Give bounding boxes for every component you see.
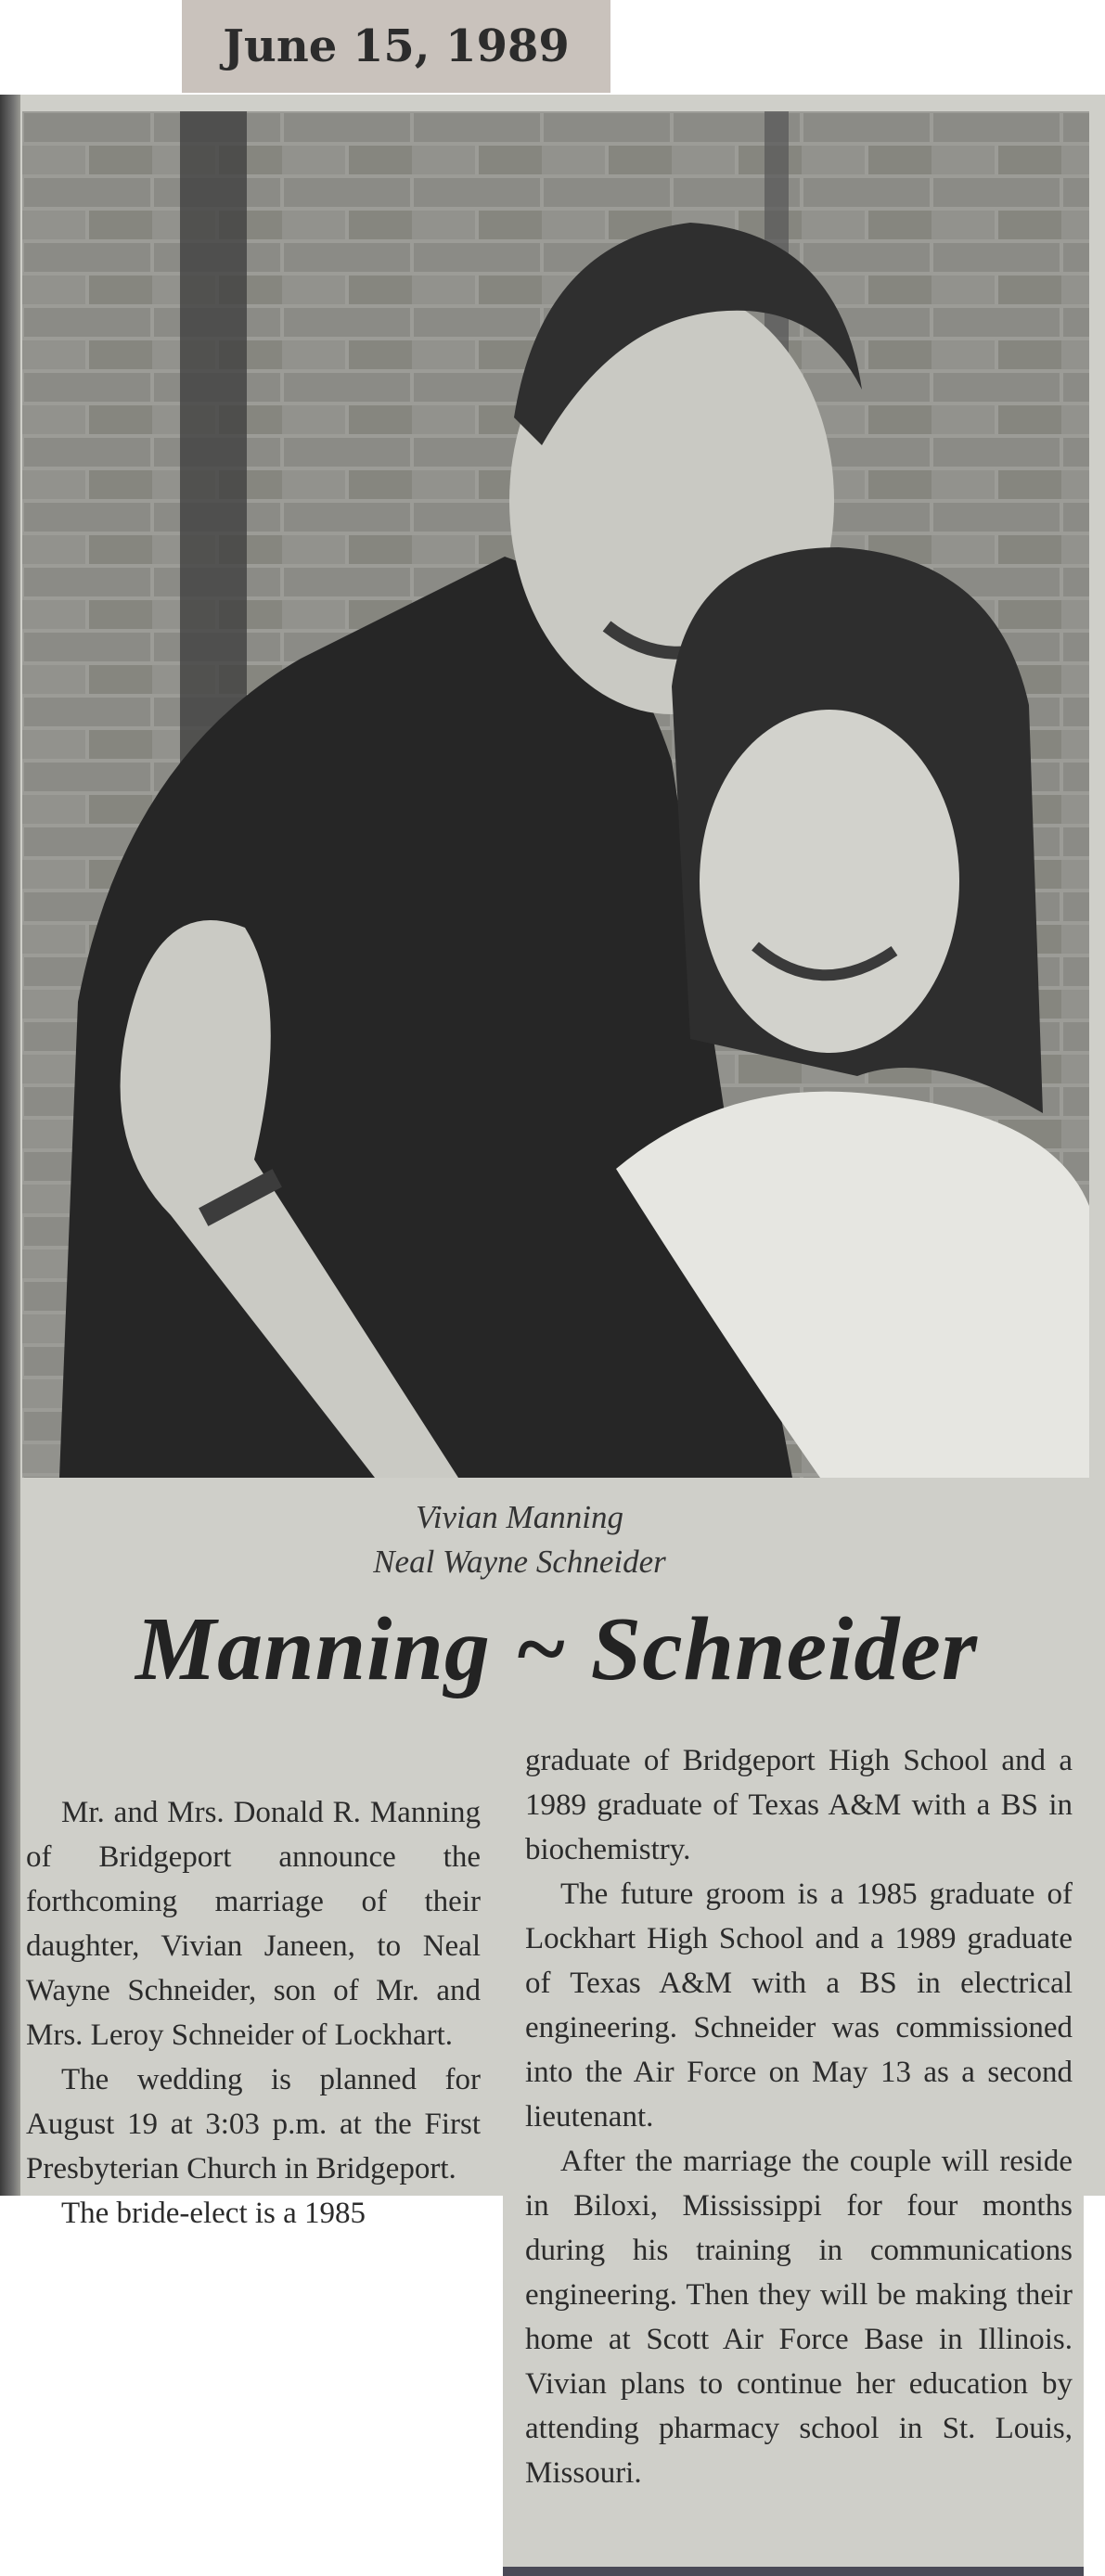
article-paragraph: The future groom is a 1985 graduate of Lockhart High School and a 1989 graduate of Texas A&M with a BS in electrical engineering. Schneider was commissioned into the Air Force on May 13 as a second lieutenant. xyxy=(525,1878,1073,2134)
article-headline: Manning ~ Schneider xyxy=(135,1599,979,1699)
article-left-column xyxy=(26,1790,481,2236)
article-paragraph: After the marriage the couple will reside in Biloxi, Mississippi for four months during his training in communications engineering. Then they will be making their home at Scott Air Force Base in Illinois. Vivian plans to continue her education by attending pharmacy school in St. Louis, Missouri. xyxy=(525,2145,1073,2490)
newspaper-clipping xyxy=(0,95,1105,2576)
article-paragraph: The bride-elect is a 1985 xyxy=(61,2197,366,2230)
article-paragraph: Mr. and Mrs. Donald R. Manning of Bridgeport announce the forthcoming marriage of their daughter, Vivian Janeen, to Neal Wayne Schneider, son of Mr. and Mrs. Leroy Schneider of Lockhart. xyxy=(26,1796,481,2052)
bottom-rule xyxy=(503,2567,1084,2576)
clipping-date-label: June 15, 1989 xyxy=(182,0,610,93)
page-edge-shadow xyxy=(0,95,20,2196)
couple-photo-image xyxy=(22,111,1089,1478)
couple-photo xyxy=(22,111,1089,1478)
article-paragraph: The wedding is planned for August 19 at 3:03 p.m. at the First Presbyterian Church in Bridgeport. xyxy=(26,2063,481,2185)
caption-bride-name: Vivian Manning xyxy=(416,1499,623,1535)
article-paragraph: graduate of Bridgeport High School and a 1989 graduate of Texas A&M with a BS in biochemistry. xyxy=(525,1744,1073,1866)
article-right-column xyxy=(525,1738,1073,2495)
caption-groom-name: Neal Wayne Schneider xyxy=(373,1544,666,1580)
photo-caption xyxy=(22,1495,1017,1584)
